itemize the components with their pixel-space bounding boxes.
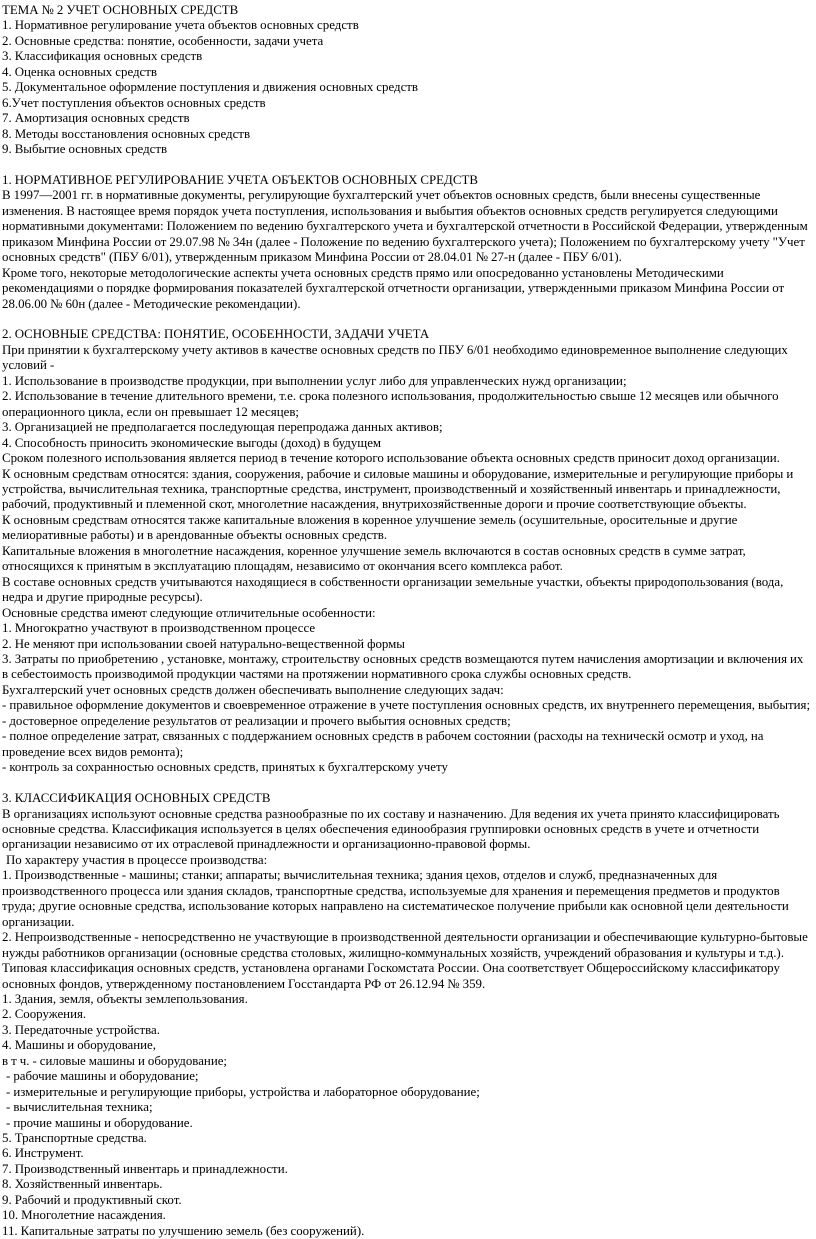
list-item: - полное определение затрат, связанных с поддержанием основных средств в рабочем состоянии (расходы на техническй осмотр и уход, на проведение всех видов ремонта); xyxy=(2,729,764,759)
toc-item: 5. Документальное оформление поступления и движения основных средств xyxy=(2,80,419,95)
list-item: 1. Использование в производстве продукции, при выполнении услуг либо для управленческих нужд организации; xyxy=(2,373,627,388)
document-page xyxy=(2,3,812,1239)
list-item: 8. Хозяйственный инвентарь. xyxy=(2,1177,163,1192)
toc-item: 3. Классификация основных средств xyxy=(2,49,203,64)
paragraph: Бухгалтерский учет основных средств должен обеспечивать выполнение следующих задач: xyxy=(2,682,504,697)
list-item: 3. Затраты по приобретению , установке, монтажу, строительству основных средств возмещаются путем начисления амортизации и включения их в себестоимость производимой продукции частями на протяжении нормативного срока службы основных средств. xyxy=(2,652,804,682)
table-of-contents xyxy=(2,18,812,157)
list-item: 1. Производственные - машины; станки; аппараты; вычислительная техника; здания цехов, отделов и служб, предназначенных для производственного процесса или здания складов, транспортные средства, используемые для хранения и перемещения предметов и продуктов труда; другие основные средства, использование которых направлено на систематическое получение прибыли как основной цели деятельности организации. xyxy=(2,868,789,929)
list-item: 11. Капитальные затраты по улучшению земель (без сооружений). xyxy=(2,1223,365,1238)
paragraph: Капитальные вложения в многолетние насаждения, коренное улучшение земель включаются в состав основных средств в сумме затрат, относящихся к принятым в эксплуатацию площадям, независимо от окончания всего комплекса работ. xyxy=(2,543,746,574)
list-item: 2. Сооружения. xyxy=(2,1007,87,1022)
toc-item: 7. Амортизация основных средств xyxy=(2,111,190,126)
list-item: 9. Рабочий и продуктивный скот. xyxy=(2,1192,182,1207)
paragraph: К основным средствам относятся: здания, сооружения, рабочие и силовые машины и оборудование, измерительные и регулирующие приборы и устройства, вычислительная техника, транспортные средства, инструмент, производственный и хозяйственный инвентарь и принадлежности, рабочий, продуктивный и племенной скот, многолетние насаждения, внутрихозяйственные дороги и прочие соответствующие объекты. xyxy=(2,466,794,512)
paragraph: Кроме того, некоторые методологические аспекты учета основных средств прямо или опосредованно установлены Методическими рекомендациями о порядке формирования показателей бухгалтерской отчетности организации, утвержденными приказом Минфина России от 28.06.00 № 60н (далее - Методические рекомендации). xyxy=(2,265,785,311)
toc-item: 4. Оценка основных средств xyxy=(2,64,157,79)
paragraph: В организациях используют основные средства разнообразные по их составу и назначению. Для ведения их учета принято классифицировать основные средства. Классификация используется в целях обеспечения единообразия группировки основных средств в учете и отчетности организации независимо от их отраслевой принадлежности и организационно-правовой формы. xyxy=(2,806,780,852)
paragraph: Типовая классификация основных средств, установлена органами Госкомстата России. Она соответствует Общероссийскому классификатору основных фондов, утвержденному постановлением Госстандарта РФ от 26.12.94 № 359. xyxy=(2,961,780,991)
document-header: ТЕМА № 2 УЧЕТ ОСНОВНЫХ СРЕДСТВ xyxy=(2,3,239,17)
list-item: 4. Машины и оборудование, xyxy=(2,1038,156,1053)
toc-item: 6.Учет поступления объектов основных средств xyxy=(2,95,266,110)
toc-item: 2. Основные средства: понятие, особенности, задачи учета xyxy=(2,33,324,48)
list-item: 1. Многократно участвуют в производственном процессе xyxy=(2,621,316,636)
section-3 xyxy=(2,791,812,1239)
list-item: 7. Производственный инвентарь и принадлежности. xyxy=(2,1161,288,1176)
paragraph: По характеру участия в процессе производства: xyxy=(6,852,268,867)
paragraph: Основные средства имеют следующие отличительные особенности: xyxy=(2,605,376,620)
list-item: - контроль за сохранностью основных средств, принятых к бухгалтерскому учету xyxy=(2,760,448,775)
list-item: 2. Использование в течение длительного времени, т.е. срока полезного использования, продолжительностью свыше 12 месяцев или обычного операционного цикла, если он превышает 12 месяцев; xyxy=(2,389,779,419)
list-item: 2. Не меняют при использовании своей натурально-вещественной формы xyxy=(2,636,405,651)
list-item: - прочие машины и оборудование. xyxy=(6,1115,193,1130)
list-item: - достоверное определение результатов от реализации и прочего выбытия основных средств; xyxy=(2,713,511,728)
spacer xyxy=(2,312,812,327)
toc-item: 1. Нормативное регулирование учета объектов основных средств xyxy=(2,18,359,33)
toc-item: 8. Методы восстановления основных средств xyxy=(2,126,251,141)
list-item: 1. Здания, земля, объекты землепользования. xyxy=(2,991,248,1006)
spacer xyxy=(2,776,812,791)
list-item: 4. Способность приносить экономические выгоды (доход) в будущем xyxy=(2,435,382,450)
section-title: 3. КЛАССИФИКАЦИЯ ОСНОВНЫХ СРЕДСТВ xyxy=(2,791,271,806)
list-item: - вычислительная техника; xyxy=(6,1100,153,1115)
list-item: 2. Непроизводственные - непосредственно не участвующие в производственной деятельности организации и обеспечивающие культурно-бытовые нужды работников организации (основные средства столовых, жилищно-коммунальных хозяйств, учреждений образования и культуры и т.д.). xyxy=(2,930,808,960)
toc-item: 9. Выбытие основных средств xyxy=(2,142,168,157)
list-item: 6. Инструмент. xyxy=(2,1146,84,1161)
list-item: - правильное оформление документов и своевременное отражение в учете поступления основных средств, их внутреннего перемещения, выбытия; xyxy=(2,698,811,713)
list-item: в т ч. - силовые машины и оборудование; xyxy=(2,1053,228,1068)
paragraph: К основным средствам относятся также капитальные вложения в коренное улучшение земель (осушительные, оросительные и другие мелиоративные работы) и в арендованные объекты основных средств. xyxy=(2,512,738,543)
list-item: 10. Многолетние насаждения. xyxy=(2,1208,166,1223)
section-1 xyxy=(2,173,812,312)
list-item: - рабочие машины и оборудование; xyxy=(6,1069,199,1084)
paragraph: При принятии к бухгалтерскому учету активов в качестве основных средств по ПБУ 6/01 необходимо единовременное выполнение следующих условий - xyxy=(2,342,788,373)
list-item: - измерительные и регулирующие приборы, устройства и лабораторное оборудование; xyxy=(6,1084,480,1099)
section-2 xyxy=(2,327,812,775)
paragraph: В 1997—2001 гг. в нормативные документы, регулирующие бухгалтерский учет объектов основных средств, были внесены существенные изменения. В настоящее время порядок учета поступления, использования и выбытия объектов основных средств регулируется следующими нормативными документами: Положением по ведению бухгалтерского учета и бухгалтерской отчетности в Российской Федерации, утвержденным приказом Минфина России от 29.07.98 № 34н (далее - Положение по ведению бухгалтерского учета); Положением по бухгалтерскому учету "Учет основных средств" (ПБУ 6/01), утвержденным приказом Минфина России от 28.04.01 № 27-н (далее - ПБУ 6/01). xyxy=(2,188,808,265)
spacer xyxy=(2,158,812,173)
list-item: 3. Передаточные устройства. xyxy=(2,1022,160,1037)
list-item: 3. Организацией не предполагается последующая перепродажа данных активов; xyxy=(2,420,443,435)
paragraph: В составе основных средств учитываются находящиеся в собственности организации земельные участки, объекты природопользования (вода, недра и другие природные ресурсы). xyxy=(2,574,784,605)
section-title: 1. НОРМАТИВНОЕ РЕГУЛИРОВАНИЕ УЧЕТА ОБЪЕКТОВ ОСНОВНЫХ СРЕДСТВ xyxy=(2,172,478,187)
paragraph: Сроком полезного использования является период в течение которого использование объекта основных средств приносит доход организации. xyxy=(2,451,780,466)
list-item: 5. Транспортные средства. xyxy=(2,1131,147,1146)
section-title: 2. ОСНОВНЫЕ СРЕДСТВА: ПОНЯТИЕ, ОСОБЕННОСТИ, ЗАДАЧИ УЧЕТА xyxy=(2,327,430,342)
